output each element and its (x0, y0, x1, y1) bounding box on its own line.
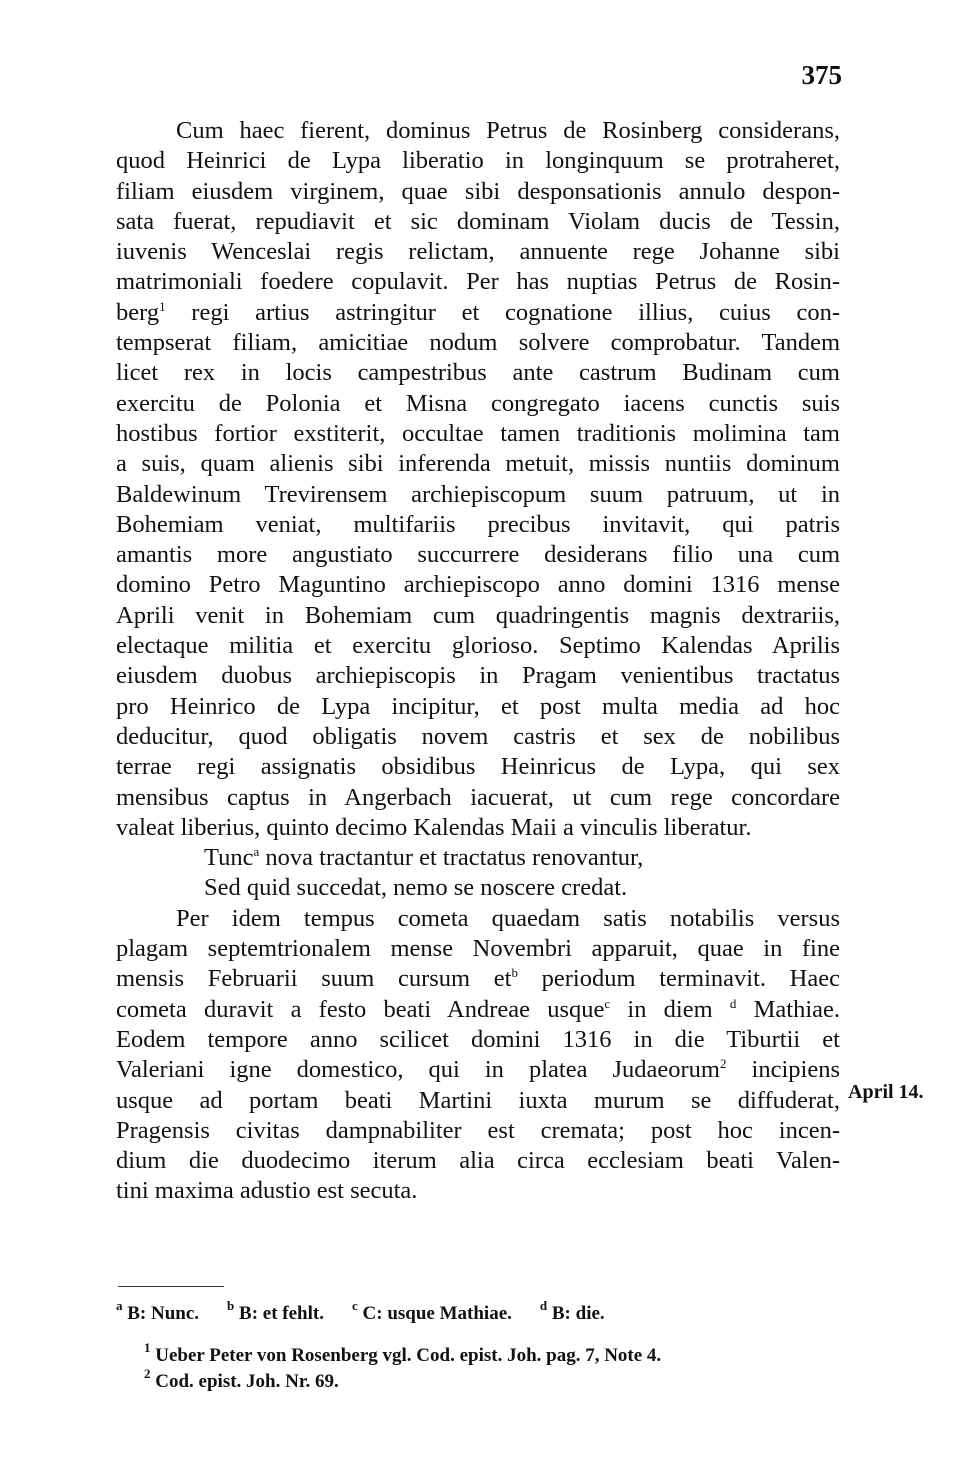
text-line: Pragensis civitas dampnabiliter est cremata; post hoc incen- (116, 1116, 840, 1144)
footnote-marker: b (227, 1298, 235, 1313)
text-line: usque ad portam beati Martini iuxta murum se diffuderat, (116, 1086, 840, 1114)
text-line: Cum haec fierent, dominus Petrus de Rosinberg considerans, (176, 117, 840, 144)
text-line: Bohemiam veniat, multifariis precibus invitavit, qui patris (116, 510, 840, 538)
text-line: dium die duodecimo iterum alia circa ecclesiam beati Valen- (116, 1147, 840, 1175)
variant-notes (116, 1298, 840, 1325)
note-text: B: et fehlt. (239, 1303, 324, 1324)
text-line: deducitur, quod obligatis novem castris et sex de nobilibus (116, 722, 840, 750)
variant-note (539, 1298, 605, 1325)
footnote-marker: d (729, 995, 737, 1011)
text-line: Eodem tempore anno scilicet domini 1316 in die Tiburtii et (116, 1025, 840, 1053)
text-line (116, 1055, 840, 1085)
text-line: sata fuerat, repudiavit et sic dominam Violam ducis de Tessin, (116, 207, 840, 235)
text-segment: incipiens (751, 1056, 841, 1084)
verse (116, 843, 840, 904)
text-line: filiam eiusdem virginem, quae sibi desponsationis annulo despon- (116, 177, 840, 205)
text-line: quod Heinrici de Lypa liberatio in longinquum se protraheret, (116, 147, 840, 175)
text-segment: cometa duravit a festo beati Andreae usque (116, 995, 605, 1023)
footnote-marker: 1 (159, 298, 166, 314)
text-segment: in diem (627, 995, 713, 1023)
text-segment: berg (116, 298, 160, 326)
variant-note (227, 1298, 324, 1325)
footnote-2 (116, 1366, 840, 1395)
paragraph-2 (116, 904, 840, 1207)
text-line: hostibus fortior exstiterit, occultae tamen traditionis molimina tam (116, 419, 840, 447)
text-line: amantis more angustiato succurrere desiderans filio una cum (116, 541, 840, 569)
text-line: terrae regi assignatis obsidibus Heinricus de Lypa, qui sex (116, 753, 840, 781)
page-number: 375 (801, 60, 842, 90)
text-segment: Mathiae. (753, 995, 841, 1023)
text-line: domino Petro Maguntino archiepiscopo anno domini 1316 mense (116, 571, 840, 599)
note-text: B: die. (551, 1303, 605, 1324)
text-segment: regi artius astringitur et cognatione illius, cuius con- (191, 298, 840, 326)
note-text: C: usque Mathiae. (362, 1303, 512, 1324)
verse-line (204, 843, 840, 873)
footnote-1 (116, 1340, 840, 1369)
note-text: Cod. epist. Joh. Nr. 69. (155, 1371, 339, 1392)
text-line: tempserat filiam, amicitiae nodum solvere comprobatur. Tandem (116, 329, 840, 357)
text-line: iuvenis Wenceslai regis relictam, annuente rege Johanne sibi (116, 238, 840, 266)
text-line: licet rex in locis campestribus ante castrum Budinam cum (116, 359, 840, 387)
footnote-marker: a (116, 1298, 123, 1313)
text-line (116, 298, 840, 328)
text-line (116, 995, 840, 1025)
margin-date-note: April 14. (848, 1081, 924, 1103)
footnotes (116, 1298, 840, 1395)
paragraph-1 (116, 116, 840, 843)
text-line: mensibus captus in Angerbach iacuerat, ut cum rege concordare (116, 783, 840, 811)
text-segment: periodum terminavit. Haec (541, 965, 840, 993)
footnote-marker: b (511, 965, 518, 981)
note-text: B: Nunc. (127, 1303, 200, 1324)
footnote-marker: 2 (144, 1366, 151, 1381)
text-line: exercitu de Polonia et Misna congregato iacens cunctis suis (116, 389, 840, 417)
text-segment: mensis Februarii suum cursum et (116, 965, 512, 993)
footnote-marker: d (539, 1298, 548, 1313)
text-line: matrimoniali foedere copulavit. Per has nuptias Petrus de Rosin- (116, 268, 840, 296)
text-segment: Tunc (204, 844, 254, 872)
text-line: Aprili venit in Bohemiam cum quadringentis magnis dextrariis, (116, 601, 840, 629)
text-line: plagam septemtrionalem mense Novembri apparuit, quae in fine (116, 935, 840, 963)
footnote-separator (118, 1286, 224, 1287)
footnote-marker: 2 (720, 1056, 727, 1072)
footnote-marker: c (604, 995, 611, 1011)
text-line: a suis, quam alienis sibi inferenda metuit, missis nuntiis dominum (116, 450, 840, 478)
text-line: electaque militia et exercitu glorioso. Septimo Kalendas Aprilis (116, 632, 840, 660)
text-line: Baldewinum Trevirensem archiepiscopum suum patruum, ut in (116, 480, 840, 508)
text-segment: Valeriani igne domestico, qui in platea Judaeorum (116, 1056, 720, 1084)
text-line: pro Heinrico de Lypa incipitur, et post multa media ad hoc (116, 692, 840, 720)
variant-note (351, 1298, 512, 1325)
text-line (116, 964, 840, 994)
footnote-marker: c (351, 1298, 358, 1313)
footnote-marker: 1 (144, 1340, 151, 1355)
text-line: Per idem tempus cometa quaedam satis notabilis versus (176, 904, 840, 932)
note-text: Ueber Peter von Rosenberg vgl. Cod. epist. Joh. pag. 7, Note 4. (155, 1345, 662, 1366)
main-text (116, 116, 840, 1207)
variant-note (116, 1298, 200, 1325)
text-line: valeat liberius, quinto decimo Kalendas Maii a vinculis liberatur. (116, 813, 752, 841)
text-line: tini maxima adustio est secuta. (116, 1177, 418, 1205)
text-segment: nova tractantur et tractatus renovantur, (265, 844, 644, 872)
verse-line: Sed quid succedat, nemo se noscere credat. (204, 874, 628, 902)
footnote-marker: a (253, 844, 260, 860)
text-line: eiusdem duobus archiepiscopis in Pragam venientibus tractatus (116, 662, 840, 690)
